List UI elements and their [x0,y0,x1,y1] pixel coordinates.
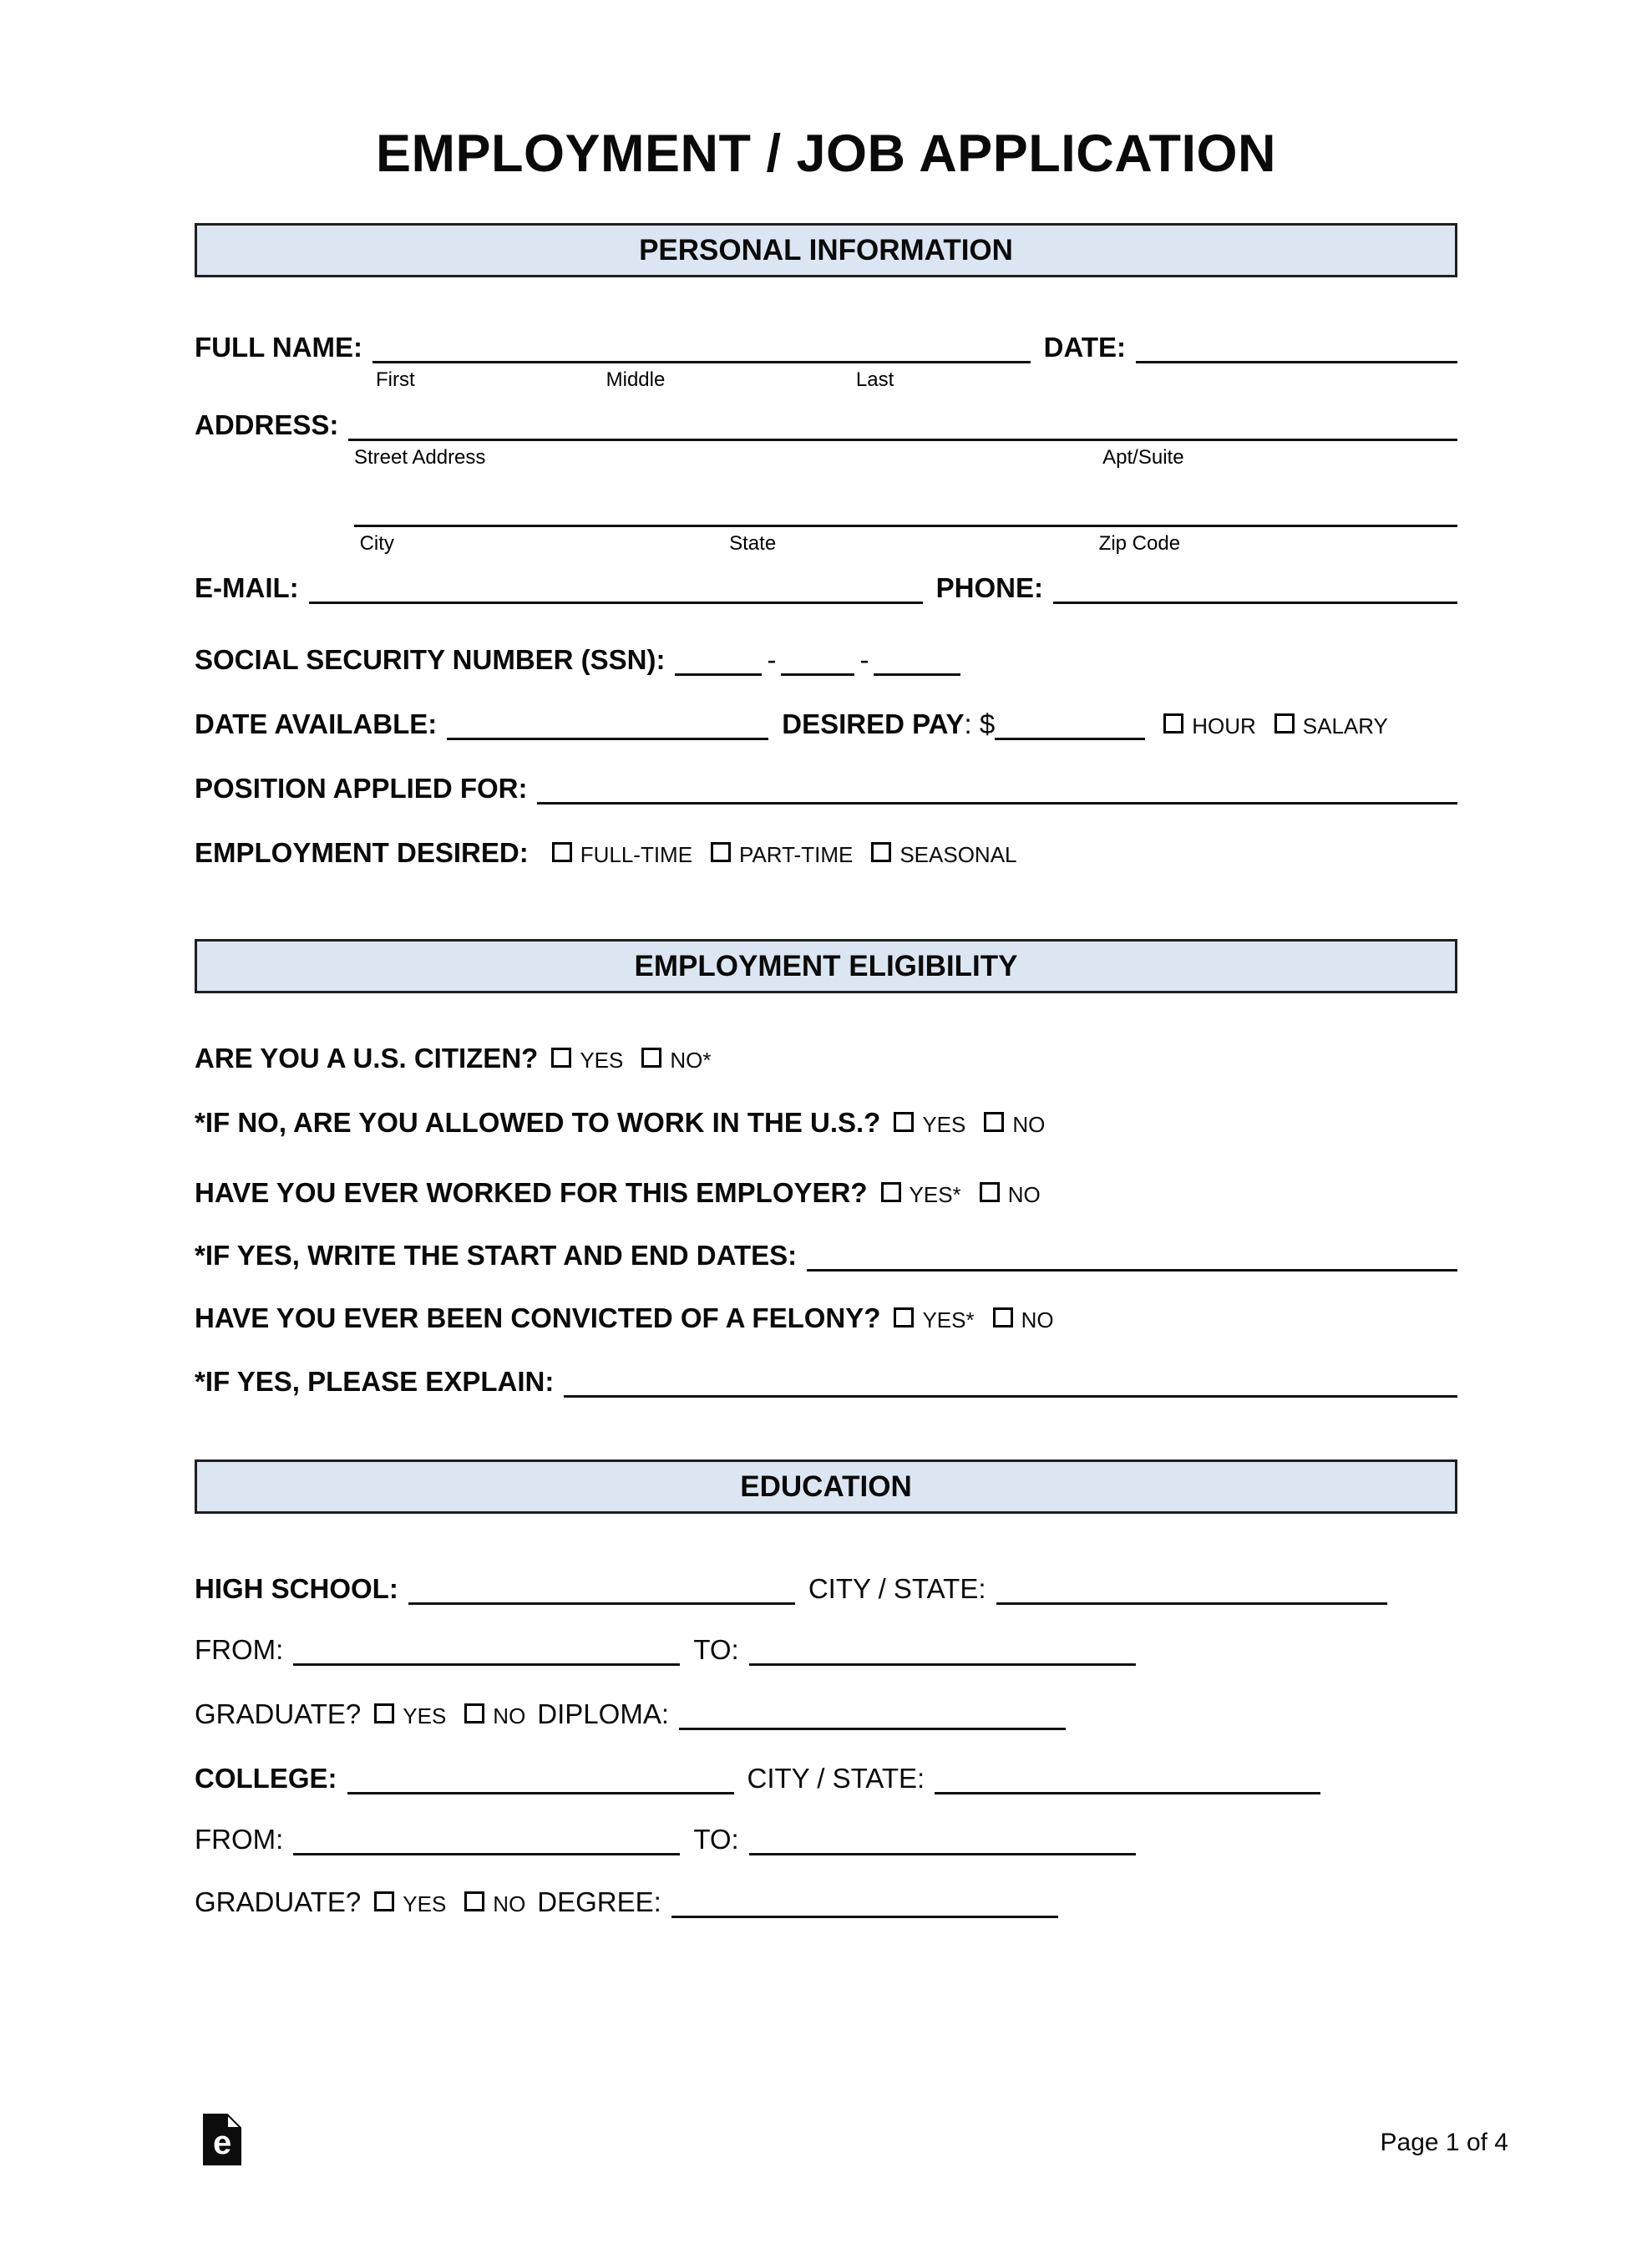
allowed-yes-label: YES [922,1112,966,1138]
citizen-question-row [195,1041,1457,1078]
full-name-label: FULL NAME: [195,332,363,363]
high-school-label: HIGH SCHOOL: [195,1573,398,1605]
allowed-no-label: NO [1012,1112,1046,1138]
street-sublabels [348,446,1457,471]
checkbox-college-graduate-yes[interactable] [374,1891,394,1911]
phone-label: PHONE: [935,572,1043,604]
college-city-state-line[interactable] [935,1788,1320,1794]
section-header-eligibility-label: EMPLOYMENT ELIGIBILITY [634,950,1018,983]
checkbox-worked-yes[interactable] [881,1182,901,1202]
name-sublabels [372,368,1031,393]
checkbox-felony-yes[interactable] [894,1307,914,1327]
college-from-to-row [195,1822,1457,1857]
email-label: E-MAIL: [195,572,299,604]
sublabel-apt-suite: Apt/Suite [1102,446,1184,470]
hs-city-state-line[interactable] [996,1598,1387,1605]
sublabel-last: Last [855,368,894,392]
phone-line[interactable] [1053,597,1457,604]
hs-from-line[interactable] [293,1659,680,1666]
hs-graduate-no-label: NO [493,1703,526,1729]
city-state-zip-sublabels [354,532,1457,557]
ssn-dash-2: - [859,644,869,676]
worked-question-row [195,1175,1457,1212]
full-name-row [195,330,1457,392]
date-line[interactable] [1136,357,1457,363]
hs-graduate-row [195,1697,1457,1734]
felony-no-label: NO [1021,1307,1054,1333]
diploma-line[interactable] [679,1723,1066,1730]
hs-city-state-label: CITY / STATE: [808,1573,986,1605]
section-header-education [195,1459,1457,1514]
date-available-pay-row [195,707,1457,744]
sublabel-first: First [375,368,415,392]
section-header-eligibility [195,939,1457,993]
sublabel-street-address: Street Address [353,446,486,470]
hs-to-line[interactable] [749,1659,1136,1666]
eforms-logo [203,2114,241,2165]
employment-desired-row [195,835,1457,872]
hs-from-label: FROM: [195,1634,284,1666]
document-icon [203,2114,241,2165]
ssn-label: SOCIAL SECURITY NUMBER (SSN): [195,644,666,676]
college-to-line[interactable] [749,1849,1136,1855]
checkbox-salary[interactable] [1274,713,1295,734]
felony-yes-label: YES* [922,1307,975,1333]
diploma-label: DIPLOMA: [537,1698,669,1730]
college-line[interactable] [347,1788,734,1794]
ssn-line-3[interactable] [874,669,960,676]
ssn-row [195,642,1457,678]
college-graduate-yes-label: YES [403,1891,447,1917]
felony-question-label: HAVE YOU EVER BEEN CONVICTED OF A FELONY? [195,1302,881,1334]
seasonal-label: SEASONAL [899,842,1017,868]
city-state-zip-row [195,514,1457,556]
job-application-page [0,125,1652,1921]
checkbox-felony-no[interactable] [993,1307,1013,1327]
explain-label: *IF YES, PLEASE EXPLAIN: [195,1366,555,1398]
checkbox-worked-no[interactable] [980,1182,1000,1202]
allowed-question-label: *IF NO, ARE YOU ALLOWED TO WORK IN THE U.S.? [195,1107,881,1139]
degree-line[interactable] [671,1911,1058,1918]
sublabel-zip-code: Zip Code [1098,532,1181,556]
full-time-label: FULL-TIME [580,842,693,868]
full-name-line[interactable] [372,357,1031,392]
citizen-question-label: ARE YOU A U.S. CITIZEN? [195,1043,539,1074]
date-available-line[interactable] [447,734,768,740]
college-city-state-label: CITY / STATE: [747,1763,925,1794]
ssn-line-1[interactable] [675,669,762,676]
checkbox-hs-graduate-yes[interactable] [374,1703,394,1723]
salary-label: SALARY [1302,713,1388,739]
email-phone-row [195,571,1457,606]
explain-line[interactable] [564,1391,1457,1398]
high-school-row [195,1571,1457,1607]
section-header-personal [195,223,1457,277]
checkbox-citizen-no[interactable] [641,1048,661,1068]
explain-row [195,1364,1457,1399]
employment-desired-label: EMPLOYMENT DESIRED: [195,837,529,869]
checkbox-citizen-yes[interactable] [551,1048,571,1068]
college-from-label: FROM: [195,1824,284,1855]
college-graduate-label: GRADUATE? [195,1886,362,1918]
checkbox-hs-graduate-no[interactable] [464,1703,484,1723]
address-row [195,408,1457,470]
desired-pay-label: DESIRED PAY [782,708,965,740]
college-graduate-row [195,1885,1457,1921]
sublabel-middle: Middle [606,368,666,392]
checkbox-college-graduate-no[interactable] [464,1891,484,1911]
logo-letter: e [213,2124,232,2161]
sublabel-city: City [359,532,394,556]
hs-to-label: TO: [693,1634,739,1666]
ssn-dash-1: - [767,644,777,676]
sublabel-state: State [729,532,777,556]
position-applied-line[interactable] [537,798,1457,805]
start-end-dates-line[interactable] [807,1265,1457,1272]
desired-pay-line[interactable] [995,734,1145,740]
checkbox-part-time[interactable] [711,842,731,862]
hs-graduate-yes-label: YES [403,1703,447,1729]
checkbox-full-time[interactable] [552,842,572,862]
checkbox-allowed-no[interactable] [984,1112,1004,1132]
email-line[interactable] [309,597,923,604]
start-end-dates-label: *IF YES, WRITE THE START AND END DATES: [195,1240,798,1272]
checkbox-allowed-yes[interactable] [894,1112,914,1132]
high-school-line[interactable] [408,1598,795,1605]
worked-yes-label: YES* [909,1182,961,1208]
college-to-label: TO: [693,1824,739,1855]
citizen-yes-label: YES [580,1048,624,1074]
checkbox-hour[interactable] [1163,713,1183,734]
street-address-line[interactable] [348,434,1457,470]
college-row [195,1761,1457,1796]
felony-question-row [195,1301,1457,1338]
college-from-line[interactable] [293,1849,680,1855]
address-label: ADDRESS: [195,409,339,441]
checkbox-seasonal[interactable] [871,842,891,862]
section-header-personal-label: PERSONAL INFORMATION [639,234,1013,267]
college-graduate-no-label: NO [493,1891,526,1917]
degree-label: DEGREE: [537,1886,661,1918]
hs-from-to-row [195,1632,1457,1668]
worked-no-label: NO [1007,1182,1041,1208]
part-time-label: PART-TIME [739,842,854,868]
city-state-zip-line[interactable] [354,520,1457,556]
allowed-question-row [195,1105,1457,1142]
position-applied-label: POSITION APPLIED FOR: [195,773,528,805]
position-row [195,771,1457,806]
worked-question-label: HAVE YOU EVER WORKED FOR THIS EMPLOYER? [195,1177,868,1209]
ssn-line-2[interactable] [781,669,854,676]
page-title: EMPLOYMENT / JOB APPLICATION [375,124,1277,183]
page-number: Page 1 of 4 [1380,2129,1508,2156]
hs-graduate-label: GRADUATE? [195,1698,362,1730]
section-header-education-label: EDUCATION [740,1470,912,1504]
desired-pay-currency: : $ [964,708,996,740]
date-available-label: DATE AVAILABLE: [195,708,438,740]
college-label: COLLEGE: [195,1763,337,1794]
hour-label: HOUR [1192,713,1256,739]
date-label: DATE: [1043,332,1126,363]
citizen-no-label: NO* [670,1048,712,1074]
start-end-dates-row [195,1238,1457,1273]
